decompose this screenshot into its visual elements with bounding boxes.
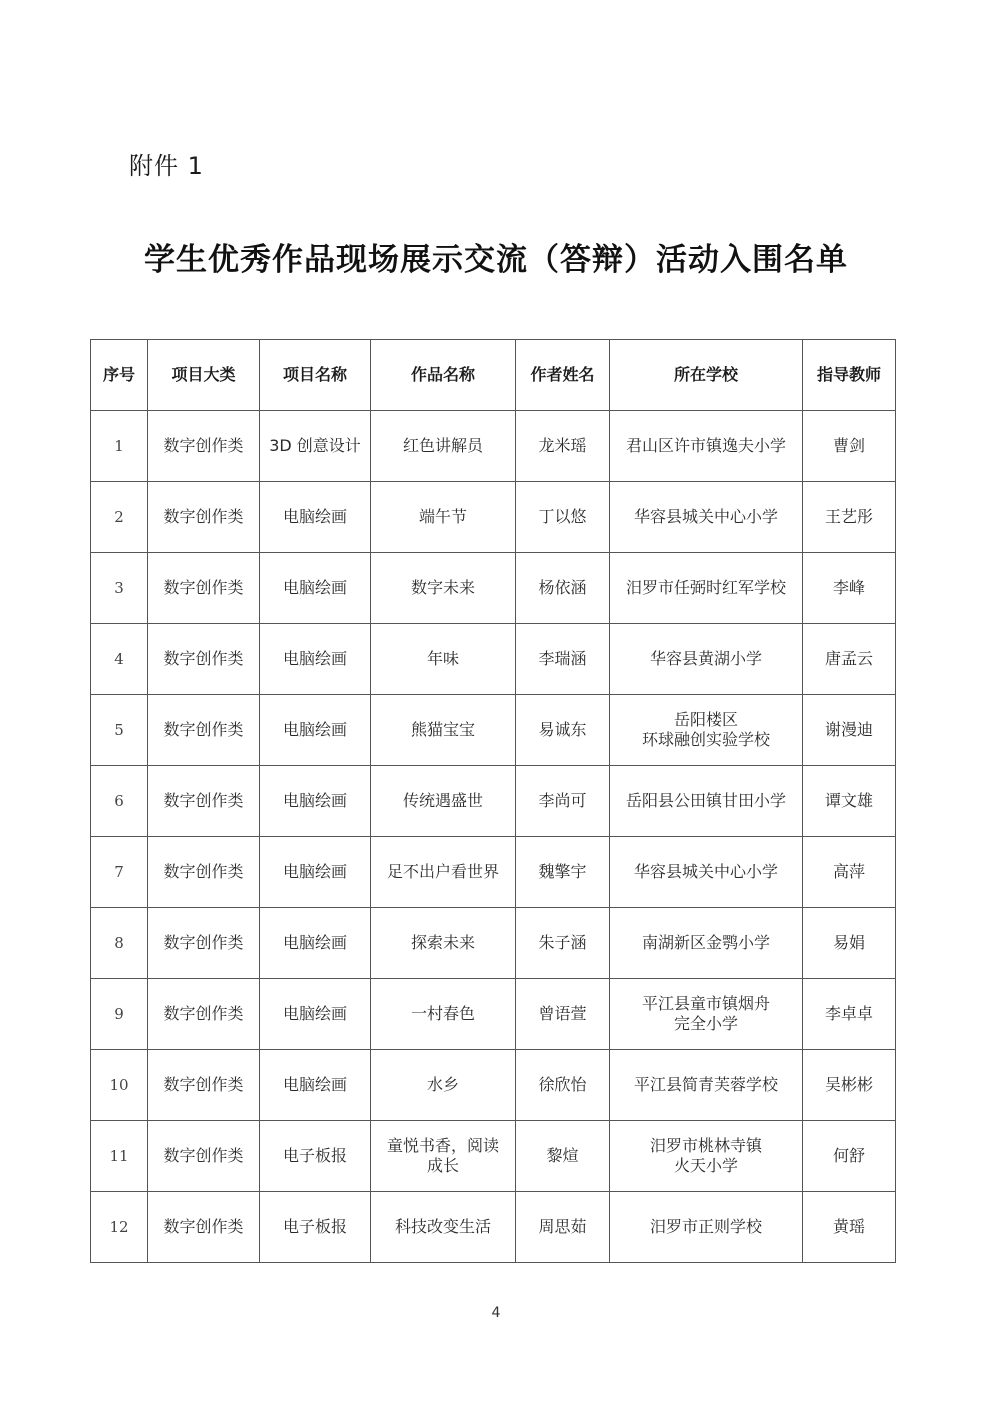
table-row	[91, 766, 896, 837]
cell-school	[610, 837, 803, 908]
table-row	[91, 1050, 896, 1121]
cell-serial: 8	[91, 908, 148, 979]
cell-project: 电脑绘画	[260, 766, 371, 837]
cell-teacher: 李峰	[803, 553, 896, 624]
cell-project: 电脑绘画	[260, 908, 371, 979]
cell-school	[610, 1121, 803, 1192]
cell-work-line: 探索未来	[410, 933, 475, 952]
cell-work	[371, 908, 516, 979]
cell-work	[371, 624, 516, 695]
cell-author: 易诚东	[516, 695, 610, 766]
cell-work	[371, 411, 516, 482]
cell-project: 电子板报	[260, 1192, 371, 1263]
cell-category: 数字创作类	[148, 1192, 260, 1263]
cell-author: 魏擎宇	[516, 837, 610, 908]
cell-work-line: 童悦书香，阅读	[386, 1136, 499, 1155]
cell-category: 数字创作类	[148, 482, 260, 553]
cell-category: 数字创作类	[148, 837, 260, 908]
cell-work	[371, 837, 516, 908]
cell-category: 数字创作类	[148, 1050, 260, 1121]
cell-project: 电脑绘画	[260, 482, 371, 553]
cell-work	[371, 1050, 516, 1121]
cell-category: 数字创作类	[148, 908, 260, 979]
cell-author: 丁以悠	[516, 482, 610, 553]
cell-school	[610, 979, 803, 1050]
cell-work	[371, 1121, 516, 1192]
cell-school-line: 火天小学	[673, 1156, 738, 1175]
cell-school	[610, 411, 803, 482]
cell-school-line: 汨罗市桃林寺镇	[649, 1136, 762, 1155]
cell-serial: 9	[91, 979, 148, 1050]
cell-work	[371, 695, 516, 766]
cell-teacher: 黄瑶	[803, 1192, 896, 1263]
cell-category: 数字创作类	[148, 766, 260, 837]
cell-school	[610, 1192, 803, 1263]
cell-work-line: 端午节	[418, 507, 467, 526]
cell-school	[610, 766, 803, 837]
header-category: 项目大类	[148, 340, 260, 411]
table-row	[91, 908, 896, 979]
cell-teacher: 吴彬彬	[803, 1050, 896, 1121]
cell-category: 数字创作类	[148, 979, 260, 1050]
cell-author: 李瑞涵	[516, 624, 610, 695]
cell-project: 电子板报	[260, 1121, 371, 1192]
cell-project: 电脑绘画	[260, 1050, 371, 1121]
table-row	[91, 1192, 896, 1263]
cell-serial: 12	[91, 1192, 148, 1263]
cell-work-line: 红色讲解员	[402, 436, 483, 455]
cell-author: 朱子涵	[516, 908, 610, 979]
cell-author: 曾语萱	[516, 979, 610, 1050]
cell-work	[371, 553, 516, 624]
header-work: 作品名称	[371, 340, 516, 411]
cell-serial: 11	[91, 1121, 148, 1192]
cell-school-line: 岳阳楼区	[673, 710, 738, 729]
cell-work-line: 成长	[426, 1156, 459, 1175]
cell-work	[371, 1192, 516, 1263]
cell-teacher: 李卓卓	[803, 979, 896, 1050]
cell-work-line: 熊猫宝宝	[410, 720, 475, 739]
table-body	[91, 411, 896, 1263]
cell-project: 电脑绘画	[260, 553, 371, 624]
cell-author: 杨依涵	[516, 553, 610, 624]
cell-school-line: 环球融创实验学校	[641, 730, 770, 749]
cell-school-line: 华容县城关中心小学	[633, 862, 778, 881]
cell-work	[371, 766, 516, 837]
cell-teacher: 曹剑	[803, 411, 896, 482]
cell-teacher: 谢漫迪	[803, 695, 896, 766]
cell-work-line: 科技改变生活	[394, 1217, 491, 1236]
cell-project: 电脑绘画	[260, 979, 371, 1050]
cell-work-line: 年味	[426, 649, 459, 668]
cell-author: 龙米瑶	[516, 411, 610, 482]
cell-category: 数字创作类	[148, 411, 260, 482]
table-row	[91, 624, 896, 695]
table-header-row	[91, 340, 896, 411]
cell-school-line: 汨罗市正则学校	[649, 1217, 762, 1236]
header-teacher: 指导教师	[803, 340, 896, 411]
document-title: 学生优秀作品现场展示交流（答辩）活动入围名单	[144, 242, 848, 278]
cell-school-line: 平江县童市镇烟舟	[641, 994, 770, 1013]
cell-serial: 2	[91, 482, 148, 553]
cell-school-line: 华容县城关中心小学	[633, 507, 778, 526]
table-row	[91, 837, 896, 908]
cell-work	[371, 979, 516, 1050]
cell-teacher: 高萍	[803, 837, 896, 908]
cell-serial: 5	[91, 695, 148, 766]
cell-serial: 1	[91, 411, 148, 482]
table-row	[91, 1121, 896, 1192]
table-row	[91, 553, 896, 624]
cell-category: 数字创作类	[148, 624, 260, 695]
page-number: 4	[491, 1305, 501, 1321]
finalist-table	[90, 339, 896, 1263]
cell-serial: 7	[91, 837, 148, 908]
cell-school	[610, 1050, 803, 1121]
cell-work-line: 数字未来	[410, 578, 475, 597]
cell-school-line: 华容县黄湖小学	[649, 649, 762, 668]
header-serial: 序号	[91, 340, 148, 411]
cell-project: 3D 创意设计	[260, 411, 371, 482]
table-row	[91, 979, 896, 1050]
cell-school-line: 南湖新区金鹗小学	[641, 933, 770, 952]
cell-author: 周思茹	[516, 1192, 610, 1263]
cell-teacher: 易娟	[803, 908, 896, 979]
cell-school-line: 岳阳县公田镇甘田小学	[625, 791, 786, 810]
cell-category: 数字创作类	[148, 1121, 260, 1192]
cell-author: 徐欣怡	[516, 1050, 610, 1121]
cell-author: 李尚可	[516, 766, 610, 837]
cell-category: 数字创作类	[148, 553, 260, 624]
cell-project: 电脑绘画	[260, 695, 371, 766]
cell-school-line: 平江县简青芙蓉学校	[633, 1075, 778, 1094]
attachment-label: 附件 1	[129, 152, 204, 180]
cell-work-line: 水乡	[426, 1075, 459, 1094]
cell-category: 数字创作类	[148, 695, 260, 766]
cell-project: 电脑绘画	[260, 837, 371, 908]
header-author: 作者姓名	[516, 340, 610, 411]
cell-work-line: 传统遇盛世	[402, 791, 483, 810]
cell-work-line: 足不出户看世界	[386, 862, 499, 881]
cell-work-line: 一村春色	[410, 1004, 475, 1023]
cell-school-line: 汨罗市任弼时红军学校	[625, 578, 786, 597]
cell-school	[610, 482, 803, 553]
cell-school-line: 完全小学	[673, 1014, 738, 1033]
header-project: 项目名称	[260, 340, 371, 411]
table-row	[91, 482, 896, 553]
cell-teacher: 唐孟云	[803, 624, 896, 695]
cell-school	[610, 553, 803, 624]
cell-serial: 10	[91, 1050, 148, 1121]
cell-teacher: 王艺彤	[803, 482, 896, 553]
table-row	[91, 411, 896, 482]
cell-serial: 6	[91, 766, 148, 837]
cell-serial: 4	[91, 624, 148, 695]
cell-project: 电脑绘画	[260, 624, 371, 695]
cell-school	[610, 908, 803, 979]
cell-school	[610, 624, 803, 695]
cell-teacher: 何舒	[803, 1121, 896, 1192]
cell-school	[610, 695, 803, 766]
header-school: 所在学校	[610, 340, 803, 411]
cell-work	[371, 482, 516, 553]
cell-teacher: 谭文雄	[803, 766, 896, 837]
cell-school-line: 君山区许市镇逸夫小学	[625, 436, 786, 455]
cell-serial: 3	[91, 553, 148, 624]
cell-author: 黎煊	[516, 1121, 610, 1192]
table-row	[91, 695, 896, 766]
